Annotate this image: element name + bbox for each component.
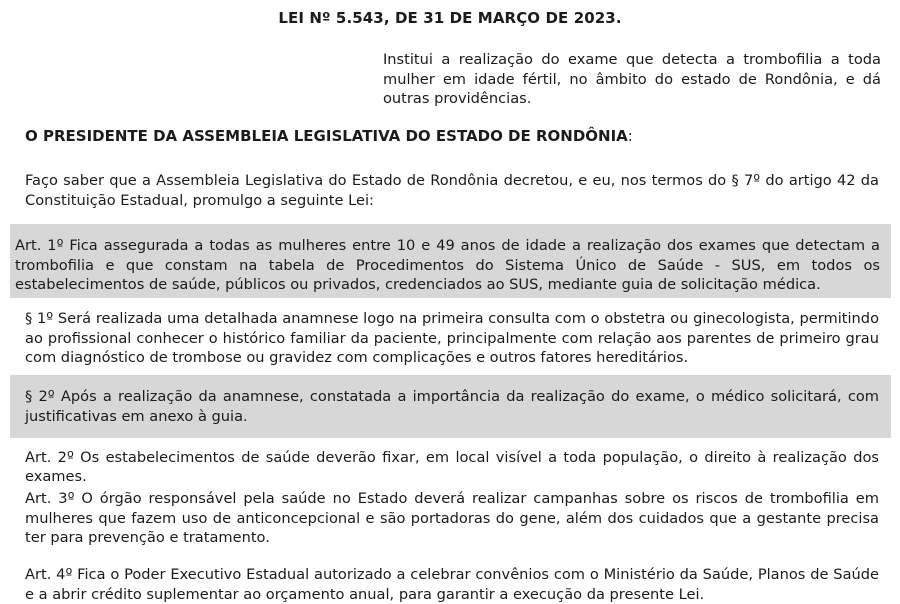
law-title: LEI Nº 5.543, DE 31 DE MARÇO DE 2023. <box>278 9 622 27</box>
article-2: Art. 2º Os estabelecimentos de saúde deverão fixar, em local visível a toda população, o direito à realização dos exames. <box>25 449 879 485</box>
preamble-heading-colon: : <box>627 127 633 145</box>
preamble-heading <box>25 127 633 146</box>
article-4: Art. 4º Fica o Poder Executivo Estadual autorizado a celebrar convênios com o Ministério da Saúde, Planos de Saúde e a abrir crédito suplementar ao orçamento anual, para garantir a execução da presente Lei. <box>25 566 879 603</box>
article-1-paragraph-2: § 2º Após a realização da anamnese, constatada a importância da realização do exame, o médico solicitará, com justificativas em anexo à guia. <box>25 388 879 425</box>
article-1: Art. 1º Fica assegurada a todas as mulheres entre 10 e 49 anos de idade a realização dos exames que detectam a trombofilia e que constam na tabela de Procedimentos do Sistema Único de Saúde - SUS, em todos os estabelecimentos de saúde, públicos ou privados, credenciados ao SUS, mediante guia de solicitação médica. <box>15 237 880 293</box>
article-1-paragraph-1: § 1º Será realizada uma detalhada anamnese logo na primeira consulta com o obstetra ou ginecologista, permitindo ao profissional conhecer o histórico familiar da paciente, principalmente com relação aos parentes de primeiro grau com diagnóstico de trombose ou gravidez com complicações e outros fatores hereditários. <box>25 310 879 366</box>
enactment-paragraph: Faço saber que a Assembleia Legislativa do Estado de Rondônia decretou, e eu, nos termos do § 7º do artigo 42 da Constituição Estadual, promulgo a seguinte Lei: <box>25 172 879 209</box>
preamble-heading-text: O PRESIDENTE DA ASSEMBLEIA LEGISLATIVA DO ESTADO DE RONDÔNIA <box>25 127 628 145</box>
article-3: Art. 3º O órgão responsável pela saúde no Estado deverá realizar campanhas sobre os riscos de trombofilia em mulheres que fazem uso de anticoncepcional e são portadoras do gene, além dos cuidados que a gestante precisa ter para prevenção e tratamento. <box>25 490 879 546</box>
law-ementa: Institui a realização do exame que detecta a trombofilia a toda mulher em idade fértil, no âmbito do estado de Rondônia, e dá outras providências. <box>383 51 881 107</box>
